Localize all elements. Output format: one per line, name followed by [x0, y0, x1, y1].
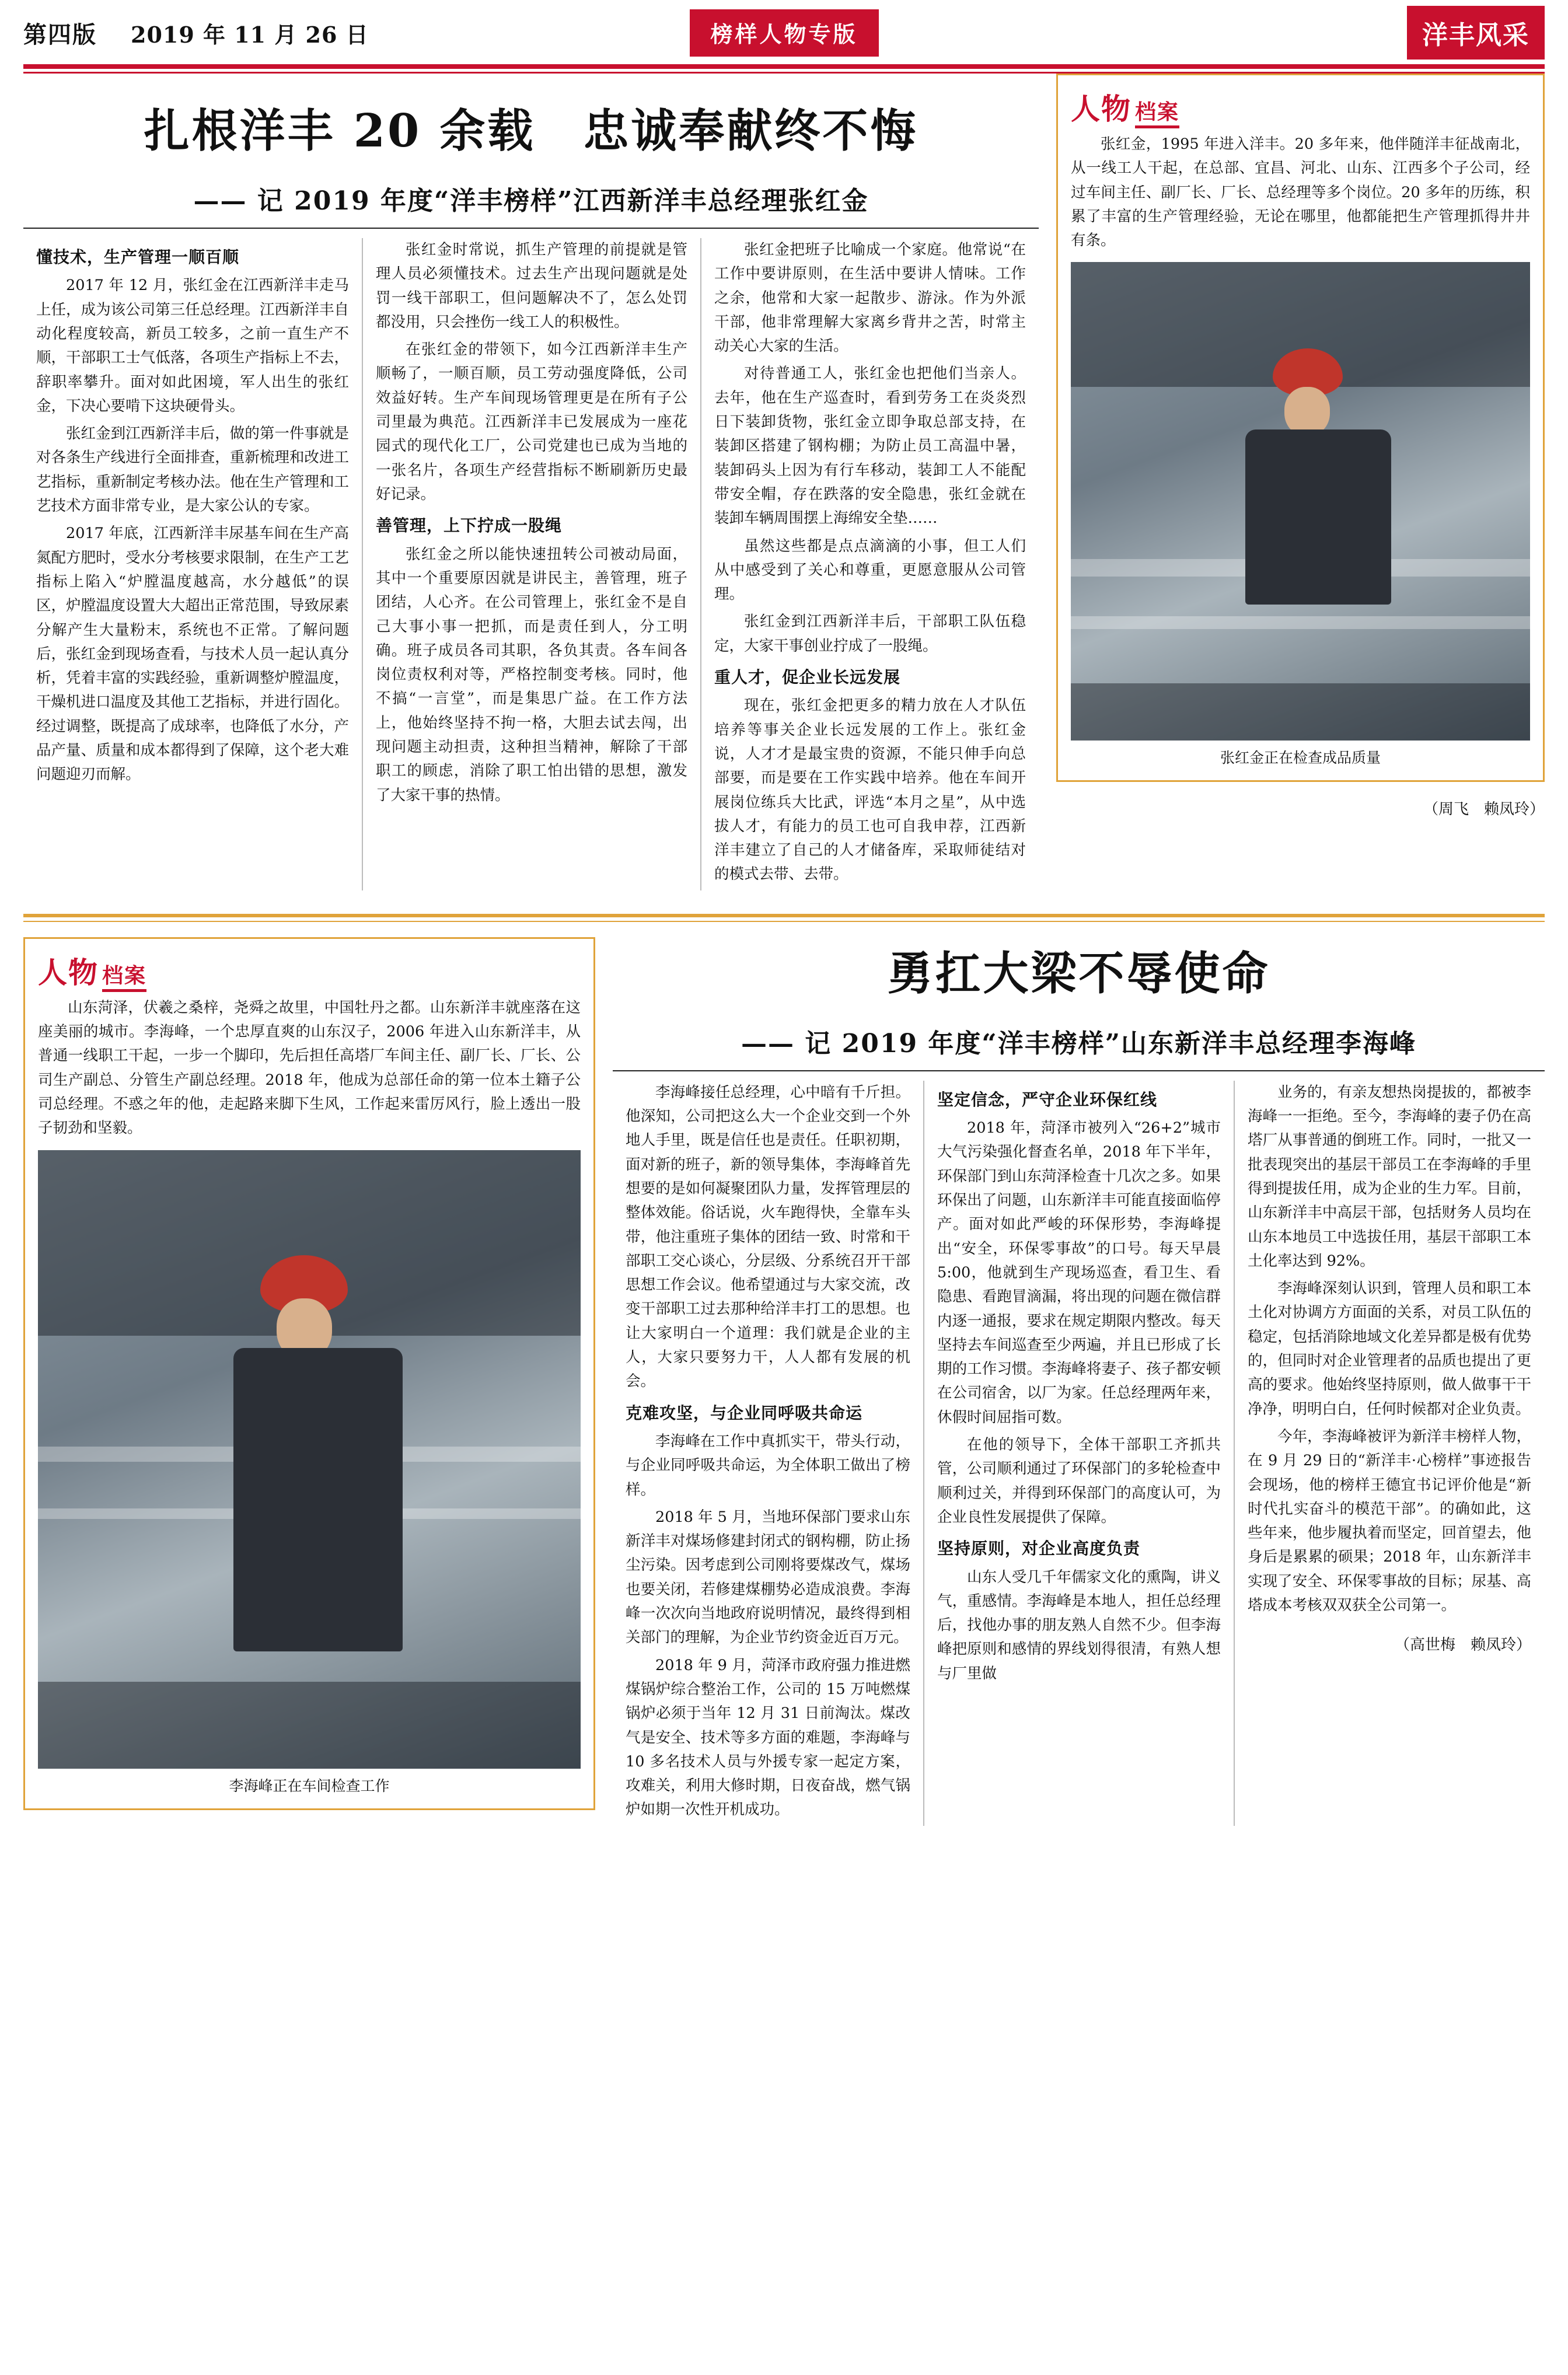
paragraph: 在他的领导下，全体干部职工齐抓共管，公司顺利通过了环保部门的多轮检查中顺利过关，并得到环保部门的高度认可，为企业良性发展提供了保障。 — [937, 1436, 1221, 1526]
article-divider-thin — [23, 921, 1545, 922]
article-top-rule — [23, 228, 1039, 229]
paragraph: 2017 年 12 月，张红金在江西新洋丰走马上任，成为该公司第三任总经理。江西新洋丰自动化程度较高，新员工较多，之前一直生产不顺，干部职工士气低落，各项生产指标上不去，辞职率攀升。面对如此困境，军人出生的张红金，下决心要啃下这块硬骨头。 — [36, 277, 349, 415]
article-top-main — [23, 74, 1039, 890]
profile-title-big: 人物 — [38, 955, 99, 990]
profile-photo-zhang — [1071, 262, 1530, 741]
profile-box-top — [1056, 74, 1545, 782]
masthead — [0, 0, 1568, 61]
article-bottom-byline: （高世梅 赖凤玲） — [1394, 1636, 1531, 1654]
section-heading: 懂技术，生产管理一顺百顺 — [36, 247, 240, 267]
profile-title-big: 人物 — [1071, 92, 1132, 126]
paragraph: 在张红金的带领下，如今江西新洋丰生产顺畅了，一顺百顺，员工劳动强度降低，公司效益好转。生产车间现场管理更是在所有子公司里最为典范。江西新洋丰已发展成为一座花园式的现代化工厂，公司党建也已成为当地的一张名片，各项生产经营指标不断刷新历史最好记录。 — [376, 341, 687, 503]
article-bottom-col-2 — [923, 1081, 1234, 1826]
article-top-side — [1039, 74, 1545, 890]
profile-title-small: 档案 — [1135, 100, 1179, 128]
article-bottom-main — [613, 937, 1545, 1826]
issue-date: 2019 年 11 月 26 日 — [131, 21, 369, 48]
paragraph: 现在，张红金把更多的精力放在人才队伍培养等事关企业长远发展的工作上。张红金说，人才才是最宝贵的资源，不能只伸手向总部要，而是要在工作实践中培养。他在车间开展岗位练兵大比武，评选“本月之星”，从中选拔人才，有能力的员工也可自我申荐，江西新洋丰建立了自己的人才储备库，采取师徒结对的模式去带、去带。 — [714, 697, 1026, 883]
article-top-col-1 — [23, 238, 362, 890]
edition-label: 第四版 — [23, 20, 97, 48]
profile-title — [1071, 86, 1530, 128]
paragraph: 对待普通工人，张红金也把他们当亲人。去年，他在生产巡查时，看到劳务工在炎炎烈日下装卸货物，张红金立即争取总部支持，在装卸区搭建了钢构棚；为防止员工高温中暑，装卸码头上因为有行车移动，装卸工人不能配带安全帽，存在跌落的安全隐患，张红金就在装卸车辆周围摆上海绵安全垫…… — [714, 365, 1026, 528]
section-heading: 坚定信念，严守企业环保红线 — [937, 1089, 1158, 1109]
profile-title-small: 档案 — [102, 963, 146, 992]
article-top-col-2 — [362, 238, 700, 890]
paragraph: 2018 年，菏泽市被列入“26+2”城市大气污染强化督查名单，2018 年下半年，环保部门到山东菏泽检查十几次之多。如果环保出了问题，山东新洋丰可能直接面临停产。面对如此严峻的环保形势，李海峰提出“安全，环保零事故”的口号。每天早晨 5:00，他就到生产现场巡查，看卫生、看隐患、看跑冒滴漏，将出现的问题在微信群内逐一通报，要求在规定期限内整改。每天坚持去车间巡查至少两遍，并且已形成了长期的工作习惯。李海峰将妻子、孩子都安顿在公司宿舍，以厂为家。任总经理两年来，休假时间屈指可数。 — [937, 1119, 1221, 1426]
article-bottom — [0, 937, 1568, 1826]
paragraph: 业务的，有亲友想热岗提拔的，都被李海峰一一拒绝。至今，李海峰的妻子仍在高塔厂从事普通的倒班工作。同时，一批又一批表现突出的基层干部员工在李海峰的手里得到提拔任用，成为企业的生力军。目前，山东新洋丰中高层干部，包括财务人员均在山东本地员工中选拔任用，基层干部职工本土化率达到 92%。 — [1248, 1083, 1531, 1270]
article-top — [0, 74, 1568, 890]
article-top-byline: （周飞 赖凤玲） — [1423, 801, 1545, 819]
paragraph: 山东人受几千年儒家文化的熏陶，讲义气，重感情。李海峰是本地人，担任总经理后，找他办事的朋友熟人自然不少。但李海峰把原则和感情的界线划得很清，有熟人想与厂里做 — [937, 1568, 1221, 1682]
masthead-rule-thick — [23, 64, 1545, 69]
paragraph: 2017 年底，江西新洋丰尿基车间在生产高氮配方肥时，受水分考核要求限制，在生产工艺指标上陷入“炉膛温度越高，水分越低”的误区，炉膛温度设置大大超出正常范围，导致尿素分解产生大量粉末，系统也不正常。了解问题后，张红金到现场查看，与技术人员一起认真分析，凭着丰富的实践经验，重新调整炉膛温度，干燥机进口温度及其他工艺指标，并进行固化。经过调整，既提高了成球率，也降低了水分，产品产量、质量和成本都得到了保障，这个老大难问题迎刃而解。 — [36, 525, 349, 784]
paragraph: 今年，李海峰被评为新洋丰榜样人物，在 9 月 29 日的“新洋丰·心榜样”事迹报告会现场，他的榜样王德宜书记评价他是“新时代扎实奋斗的模范干部”。的确如此，这些年来，他步履执着而坚定，回首望去，他身后是累累的硕果；2018 年，山东新洋丰实现了安全、环保零事故的目标；尿基、高塔成本考核双双获全公司第一。 — [1248, 1427, 1531, 1615]
masthead-right — [1407, 6, 1545, 60]
profile-text: 山东菏泽，伏羲之桑梓，尧舜之故里，中国牡丹之都。山东新洋丰就座落在这座美丽的城市。李海峰，一个忠厚直爽的山东汉子，2006 年进入山东新洋丰，从普通一线职工干起，一步一个脚印，先后担任高塔厂车间主任、副厂长、厂长、公司生产副总、分管生产副总经理。2018 年，他成为总部任命的第一位本土籍子公司总经理。不惑之年的他，走起路来脚下生风，工作起来雷厉风行，脸上透出一股子韧劲和坚毅。 — [38, 998, 581, 1137]
paragraph: 张红金到江西新洋丰后，干部职工队伍稳定，大家干事创业拧成了一股绳。 — [714, 613, 1026, 655]
article-bottom-columns — [613, 1081, 1545, 1826]
profile-photo-caption: 李海峰正在车间检查工作 — [229, 1777, 390, 1794]
masthead-left — [23, 16, 369, 50]
article-top-headline: 扎根洋丰 20 余载 忠诚奉献终不悔 — [144, 104, 919, 158]
paragraph: 张红金之所以能快速扭转公司被动局面，其中一个重要原因就是讲民主，善管理，班子团结，人心齐。在公司管理上，张红金不是自己大事小事一把抓，而是责任到人，分工明确。班子成员各司其职，各负其责。各车间各岗位责权利对等，严格控制变考核。同时，他不搞“一言堂”，而是集思广益。在工作方法上，他始终坚持不拘一格，大胆去试去闯，出现问题主动担责，这种担当精神，解除了干部职工的顾虑，消除了职工怕出错的思想，激发了大家干事的热情。 — [376, 545, 687, 804]
section-heading: 善管理，上下拧成一股绳 — [376, 516, 563, 536]
paragraph: 张红金到江西新洋丰后，做的第一件事就是对各条生产线进行全面排查，重新梳理和改进工艺指标，重新制定考核办法。他在生产管理和工艺技术方面非常专业，是大家公认的专家。 — [36, 425, 349, 515]
article-bottom-col-3 — [1234, 1081, 1544, 1826]
profile-photo-li — [38, 1150, 581, 1769]
article-top-col-3 — [700, 238, 1039, 890]
section-heading: 坚持原则，对企业高度负责 — [937, 1539, 1141, 1559]
paragraph: 虽然这些都是点点滴滴的小事，但工人们从中感受到了关心和尊重，更愿意服从公司管理。 — [714, 537, 1026, 603]
article-bottom-col-1 — [613, 1081, 923, 1826]
section-badge: 榜样人物专版 — [689, 9, 878, 57]
paragraph: 张红金把班子比喻成一个家庭。他常说“在工作中要讲原则，在生活中要讲人情味。工作之余，他常和大家一起散步、游泳。作为外派干部，他非常理解大家离乡背井之苦，时常主动关心大家的生活。 — [714, 241, 1026, 355]
paragraph: 张红金时常说，抓生产管理的前提就是管理人员必须懂技术。过去生产出现问题就是处罚一线干部职工，但问题解决不了，怎么处罚都没用，只会挫伤一线工人的积极性。 — [376, 241, 687, 331]
article-top-subheadline: —— 记 2019 年度“洋丰榜样”江西新洋丰总经理张红金 — [193, 186, 869, 216]
paragraph: 2018 年 9 月，菏泽市政府强力推进燃煤锅炉综合整治工作，公司的 15 万吨燃煤锅炉必须于当年 12 月 31 日前淘汰。煤改气是安全、技术等多方面的难题，李海峰与 10 多名技术人员与外援专家一起定方案，攻难关，利用大修时期，日夜奋战，燃气锅炉如期一次性开机成功。 — [626, 1656, 910, 1819]
profile-text: 张红金，1995 年进入洋丰。20 多年来，他伴随洋丰征战南北，从一线工人干起，在总部、宜昌、河北、山东、江西多个子公司，经过车间主任、副厂长、厂长、总经理等多个岗位。20 多年的历练，积累了丰富的生产管理经验，无论在哪里，他都能把生产管理抓得井井有条。 — [1071, 135, 1530, 250]
article-top-columns — [23, 238, 1039, 890]
article-bottom-side — [23, 937, 613, 1826]
paragraph: 2018 年 5 月，当地环保部门要求山东新洋丰对煤场修建封闭式的钢构棚，防止扬尘污染。因考虑到公司刚将要煤改气，煤场也要关闭，若修建煤棚势必造成浪费。李海峰一次次向当地政府说明情况，最终得到相关部门的理解，为企业节约资金近百万元。 — [626, 1508, 910, 1647]
section-heading: 重人才，促企业长远发展 — [714, 668, 901, 687]
paragraph: 李海峰深刻认识到，管理人员和职工本土化对协调方方面面的关系，对员工队伍的稳定，包括消除地域文化差异都是极有优势的，但同时对企业管理者的品质也提出了更高的要求。他始终坚持原则，做人做事干干净净，明明白白，任何时候都对企业负责。 — [1248, 1280, 1531, 1418]
section-heading: 克难攻坚，与企业同呼吸共命运 — [626, 1403, 863, 1423]
profile-photo-caption: 张红金正在检查成品质量 — [1220, 749, 1381, 767]
profile-title — [38, 949, 581, 991]
article-bottom-headline: 勇扛大梁不辱使命 — [887, 946, 1270, 1000]
article-divider-thick — [23, 914, 1545, 917]
paragraph: 李海峰接任总经理，心中暗有千斤担。他深知，公司把这么大一个企业交到一个外地人手里，既是信任也是责任。任职初期，面对新的班子，新的领导集体，李海峰首先想要的是如何凝聚团队力量，发挥管理层的整体效能。俗话说，火车跑得快，全靠车头带，他注重班子集体的团结一致、时常和干部职工交心谈心，分层级、分系统召开干部思想工作会议。他希望通过与大家交流，改变干部职工过去那种给洋丰打工的思想。也让大家明白一个道理：我们就是企业的主人，大家只要努力干，人人都有发展的机会。 — [626, 1083, 910, 1391]
article-bottom-subheadline: —— 记 2019 年度“洋丰榜样”山东新洋丰总经理李海峰 — [741, 1028, 1417, 1059]
section-badge-wrap — [689, 9, 878, 57]
publication-logo: 洋丰风采 — [1407, 6, 1545, 60]
article-bottom-rule — [613, 1070, 1545, 1071]
profile-box-bottom — [23, 937, 595, 1810]
paragraph: 李海峰在工作中真抓实干，带头行动，与企业同呼吸共命运，为全体职工做出了榜样。 — [626, 1433, 910, 1499]
